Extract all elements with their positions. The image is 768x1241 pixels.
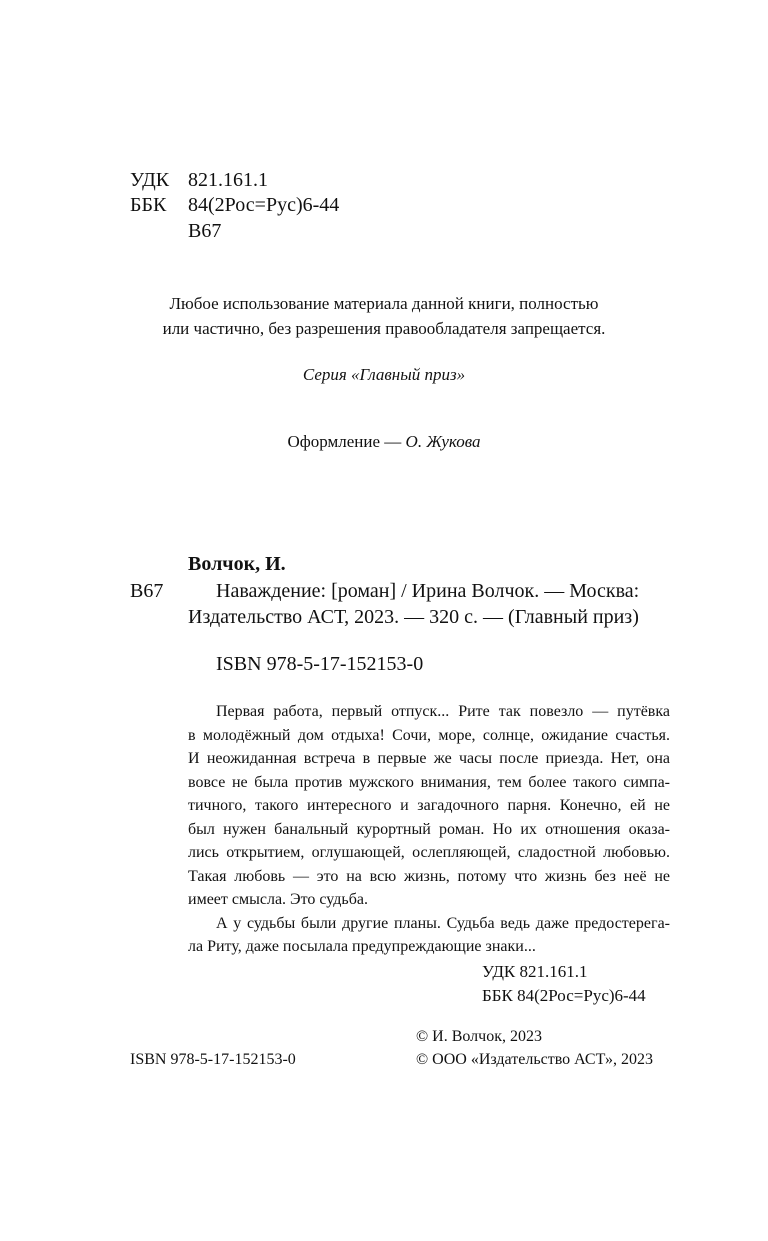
copyright-notice-line2: или частично, без разрешения правообладателя запрещается. — [162, 319, 606, 338]
bib-author: Волчок, И. — [188, 553, 286, 575]
udk-value: 821.161.1 — [188, 169, 268, 191]
bib-isbn: ISBN 978-5-17-152153-0 — [216, 653, 424, 675]
designer-name: О. Жукова — [405, 432, 481, 451]
footer-bbk: ББК 84(2Рос=Рус)6-44 — [482, 986, 646, 1005]
annotation-line: А у судьбы были другие планы. Судьба ведь даже предостерега- — [216, 914, 670, 932]
udk-label: УДК — [130, 169, 170, 191]
annotation-line: Такая любовь — это на всю жизнь, потому что жизнь без неё не — [188, 867, 670, 885]
annotation-line: в молодёжный дом отдыха! Сочи, море, солнце, ожидание счастья. — [188, 726, 670, 744]
annotation-line: Первая работа, первый отпуск... Рите так повезло — путёвка — [216, 703, 670, 720]
copyright-publisher: © ООО «Издательство АСТ», 2023 — [416, 1051, 653, 1068]
copyright-author: © И. Волчок, 2023 — [416, 1028, 542, 1045]
series-title: Серия «Главный приз» — [302, 365, 466, 384]
design-credit — [0, 431, 768, 453]
annotation-line: тичного, такого интересного и загадочного парня. Конечно, ей не — [188, 797, 670, 814]
annotation-line: ла Риту, даже посылала предупреждающие знаки... — [188, 938, 536, 955]
annotation-line: имеет смысла. Это судьба. — [188, 891, 368, 908]
bib-line2: Издательство АСТ, 2023. — 320 с. — (Главный приз) — [188, 606, 639, 628]
footer-udk: УДК 821.161.1 — [482, 962, 588, 981]
bib-mark: В67 — [130, 580, 164, 602]
annotation-line: лись открытием, оглушающей, ослепляющей, сладостной любовью. — [188, 844, 670, 861]
bbk-label: ББК — [130, 194, 167, 216]
copyright-notice-line1: Любое использование материала данной книги, полностью — [169, 294, 599, 313]
design-label: Оформление — — [287, 432, 406, 451]
footer-isbn: ISBN 978-5-17-152153-0 — [130, 1051, 296, 1068]
bib-line1: Наваждение: [роман] / Ирина Волчок. — Москва: — [216, 580, 640, 602]
annotation-line: И неожиданная встреча в первые же часы после приезда. Нет, она — [188, 750, 670, 767]
annotation-line: был нужен банальный курортный роман. Но их отношения оказа- — [188, 820, 670, 838]
author-mark: В67 — [188, 220, 222, 242]
annotation-line: вовсе не была против мужского внимания, тем более такого симпа- — [188, 773, 670, 791]
bbk-value: 84(2Рос=Рус)6-44 — [188, 194, 340, 216]
